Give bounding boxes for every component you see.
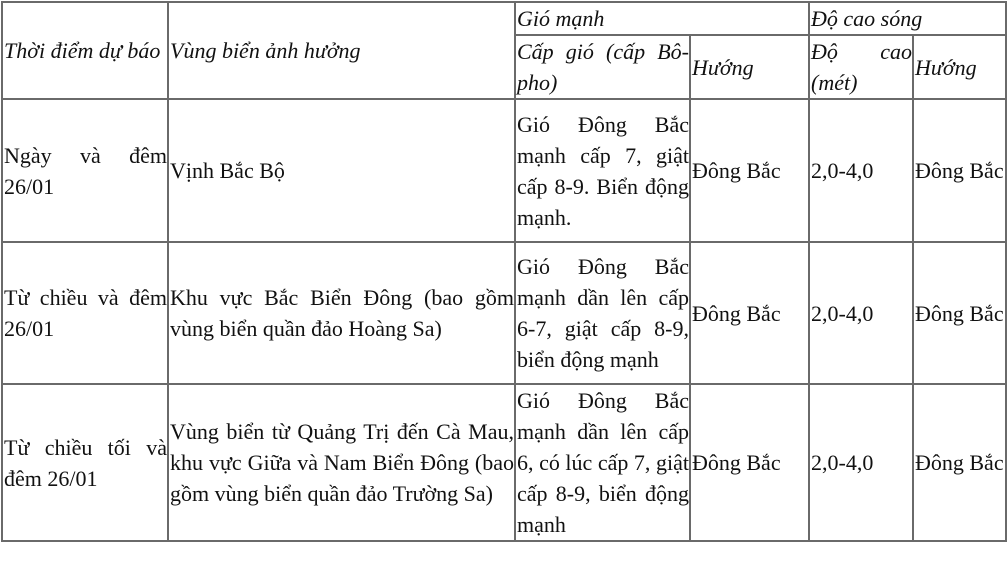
cell-wave-direction: Đông Bắc [913,384,1006,541]
header-region: Vùng biển ảnh hưởng [168,2,515,99]
cell-time: Từ chiều và đêm 26/01 [2,242,168,384]
cell-wind-level: Gió Đông Bắc mạnh dần lên cấp 6, có lúc cấp 7, giật cấp 8-9, biển động mạnh [515,384,690,541]
header-wave-height: Độ cao (mét) [809,35,913,99]
cell-time: Từ chiều tối và đêm 26/01 [2,384,168,541]
header-row [2,2,1006,35]
header-wave-direction: Hướng [913,35,1006,99]
header-wind-level: Cấp gió (cấp Bô-pho) [515,35,690,99]
table-row [2,99,1006,242]
cell-wave-direction: Đông Bắc [913,242,1006,384]
sea-forecast-table [1,1,1007,542]
cell-wave-direction: Đông Bắc [913,99,1006,242]
cell-wave-height: 2,0-4,0 [809,384,913,541]
cell-time: Ngày và đêm 26/01 [2,99,168,242]
cell-wind-direction: Đông Bắc [690,99,809,242]
cell-wind-direction: Đông Bắc [690,242,809,384]
cell-wind-direction: Đông Bắc [690,384,809,541]
cell-region: Vịnh Bắc Bộ [168,99,515,242]
header-wave-group: Độ cao sóng [809,2,1006,35]
cell-region: Vùng biển từ Quảng Trị đến Cà Mau, khu vực Giữa và Nam Biển Đông (bao gồm vùng biển quần đảo Trường Sa) [168,384,515,541]
table-row [2,242,1006,384]
cell-wave-height: 2,0-4,0 [809,99,913,242]
table-row [2,384,1006,541]
header-time: Thời điểm dự báo [2,2,168,99]
header-wind-direction: Hướng [690,35,809,99]
header-wind-group: Gió mạnh [515,2,809,35]
cell-region: Khu vực Bắc Biển Đông (bao gồm vùng biển quần đảo Hoàng Sa) [168,242,515,384]
cell-wind-level: Gió Đông Bắc mạnh dần lên cấp 6-7, giật cấp 8-9, biển động mạnh [515,242,690,384]
cell-wave-height: 2,0-4,0 [809,242,913,384]
cell-wind-level: Gió Đông Bắc mạnh cấp 7, giật cấp 8-9. Biển động mạnh. [515,99,690,242]
